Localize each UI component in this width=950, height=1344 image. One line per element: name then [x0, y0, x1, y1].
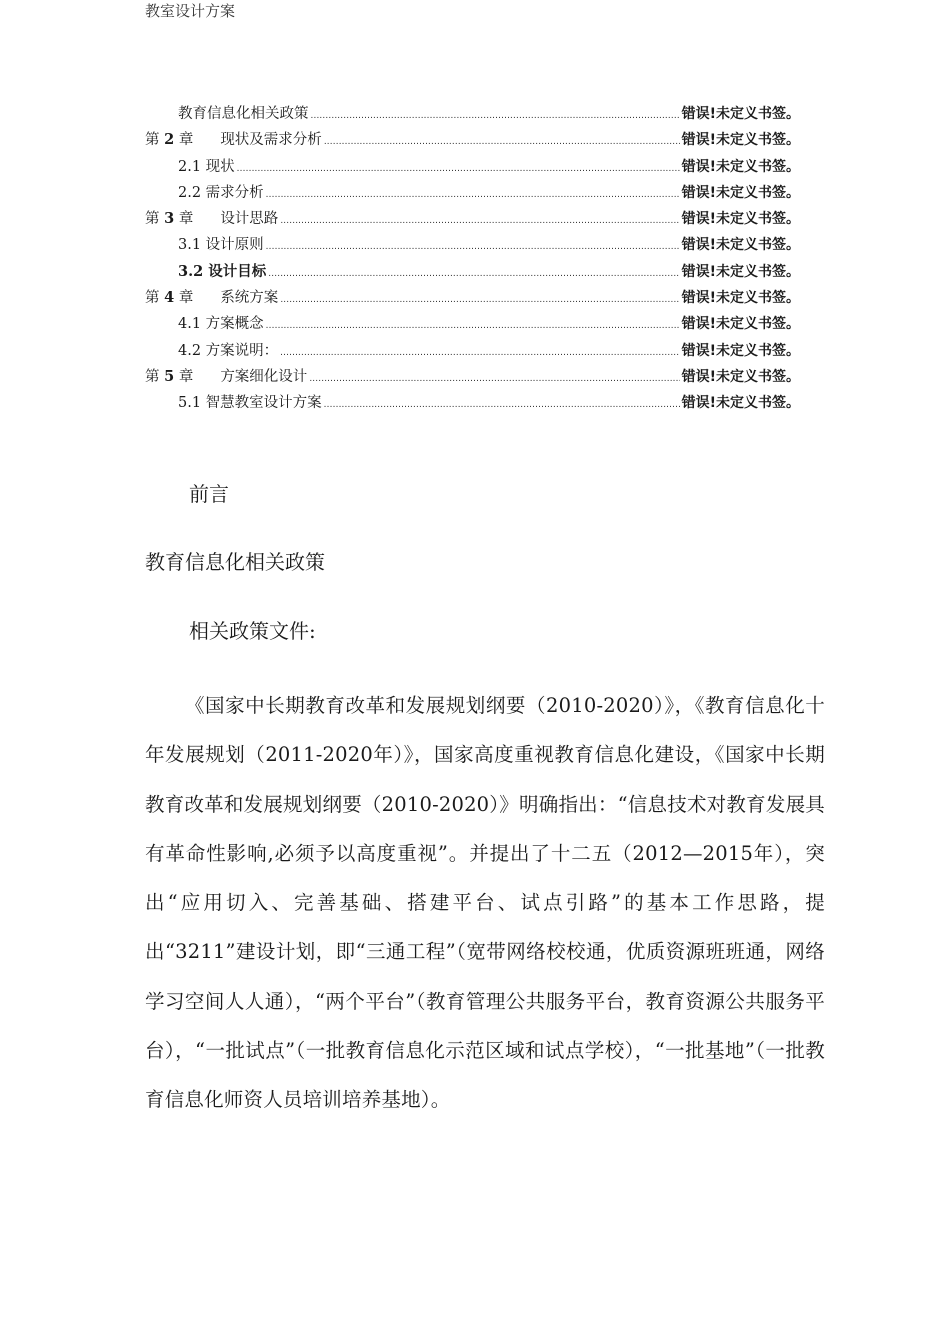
- page-header: 教室设计方案: [145, 2, 236, 20]
- toc-entry-title: 4.1 方案概念: [178, 316, 264, 333]
- toc-leader: [324, 392, 680, 418]
- toc-entry[interactable]: [145, 180, 800, 206]
- toc-entry[interactable]: [145, 206, 800, 232]
- policy-heading: 教育信息化相关政策: [145, 550, 325, 574]
- toc-entry-title: 3.2 设计目标: [178, 262, 267, 280]
- toc-entry-title: 4.2 方案说明：: [178, 342, 279, 359]
- toc-entry[interactable]: [145, 311, 800, 337]
- toc-chapter-number: 第 4 章: [145, 289, 194, 307]
- toc-chapter-number: 第 5 章: [145, 367, 194, 385]
- toc-leader: [280, 287, 679, 313]
- table-of-contents: [145, 101, 800, 417]
- policy-paragraph: 《国家中长期教育改革和发展规划纲要（2010-2020）》，《教育信息化十年发展规划（2011-2020年）》，国家高度重视教育信息化建设，《国家中长期教育改革和发展规划纲要（2010-2020）》明确指出：“信息技术对教育发展具有革命性影响,必须予以高度重视”。并提出了十二五（2012—2015年），突出“应用切入、完善基础、搭建平台、试点引路”的基本工作思路，提出“3211”建设计划，即“三通工程”（宽带网络校校通，优质资源班班通，网络学习空间人人通），“两个平台”（教育管理公共服务平台，教育资源公共服务平台），“一批试点”（一批教育信息化示范区域和试点学校），“一批基地”（一批教育信息化师资人员培训培养基地）。: [145, 694, 825, 1112]
- toc-page-ref: 错误!未定义书签。: [681, 106, 800, 122]
- toc-page-ref: 错误!未定义书签。: [681, 184, 800, 201]
- toc-entry[interactable]: [145, 232, 800, 258]
- toc-page-ref: 错误!未定义书签。: [681, 290, 800, 307]
- toc-leader: [311, 103, 680, 129]
- toc-page-ref: 错误!未定义书签。: [681, 263, 800, 280]
- toc-leader: [266, 313, 680, 339]
- toc-leader: [268, 261, 679, 287]
- toc-page-ref: 错误!未定义书签。: [681, 342, 800, 359]
- toc-entry-title: 教育信息化相关政策: [178, 106, 309, 122]
- toc-leader: [266, 182, 680, 208]
- toc-page-ref: 错误!未定义书签。: [681, 211, 800, 228]
- toc-entry-title: 3.1 设计原则: [178, 237, 264, 254]
- toc-page-ref: 错误!未定义书签。: [681, 316, 800, 333]
- toc-entry[interactable]: [145, 154, 800, 180]
- toc-entry-title: 2.1 现状: [178, 158, 235, 175]
- toc-leader: [309, 366, 679, 392]
- toc-leader: [324, 129, 680, 155]
- toc-leader: [237, 156, 680, 182]
- toc-page-ref: 错误!未定义书签。: [681, 237, 800, 254]
- toc-chapter-number: 第 3 章: [145, 210, 194, 228]
- toc-leader: [280, 340, 679, 366]
- policy-files-heading: 相关政策文件:: [189, 619, 316, 643]
- toc-entry[interactable]: [145, 390, 800, 416]
- toc-leader: [280, 208, 679, 234]
- toc-entry-title: 2.2 需求分析: [178, 184, 264, 201]
- toc-entry[interactable]: [145, 101, 800, 127]
- toc-entry-title: 5.1 智慧教室设计方案: [178, 395, 322, 412]
- toc-entry-title: 设计思路: [220, 211, 279, 228]
- toc-page-ref: 错误!未定义书签。: [681, 158, 800, 175]
- toc-entry[interactable]: [145, 364, 800, 390]
- toc-chapter-number: 第 2 章: [145, 131, 194, 149]
- toc-page-ref: 错误!未定义书签。: [681, 368, 800, 385]
- toc-entry[interactable]: [145, 285, 800, 311]
- preface-heading: 前言: [189, 482, 229, 506]
- toc-entry[interactable]: [145, 127, 800, 153]
- toc-page-ref: 错误!未定义书签。: [681, 132, 800, 149]
- toc-entry[interactable]: [145, 338, 800, 364]
- toc-entry-title: 系统方案: [220, 290, 279, 307]
- toc-page-ref: 错误!未定义书签。: [681, 395, 800, 412]
- toc-entry[interactable]: [145, 259, 800, 285]
- toc-entry-title: 方案细化设计: [220, 368, 308, 385]
- toc-leader: [266, 234, 680, 260]
- toc-entry-title: 现状及需求分析: [220, 132, 322, 149]
